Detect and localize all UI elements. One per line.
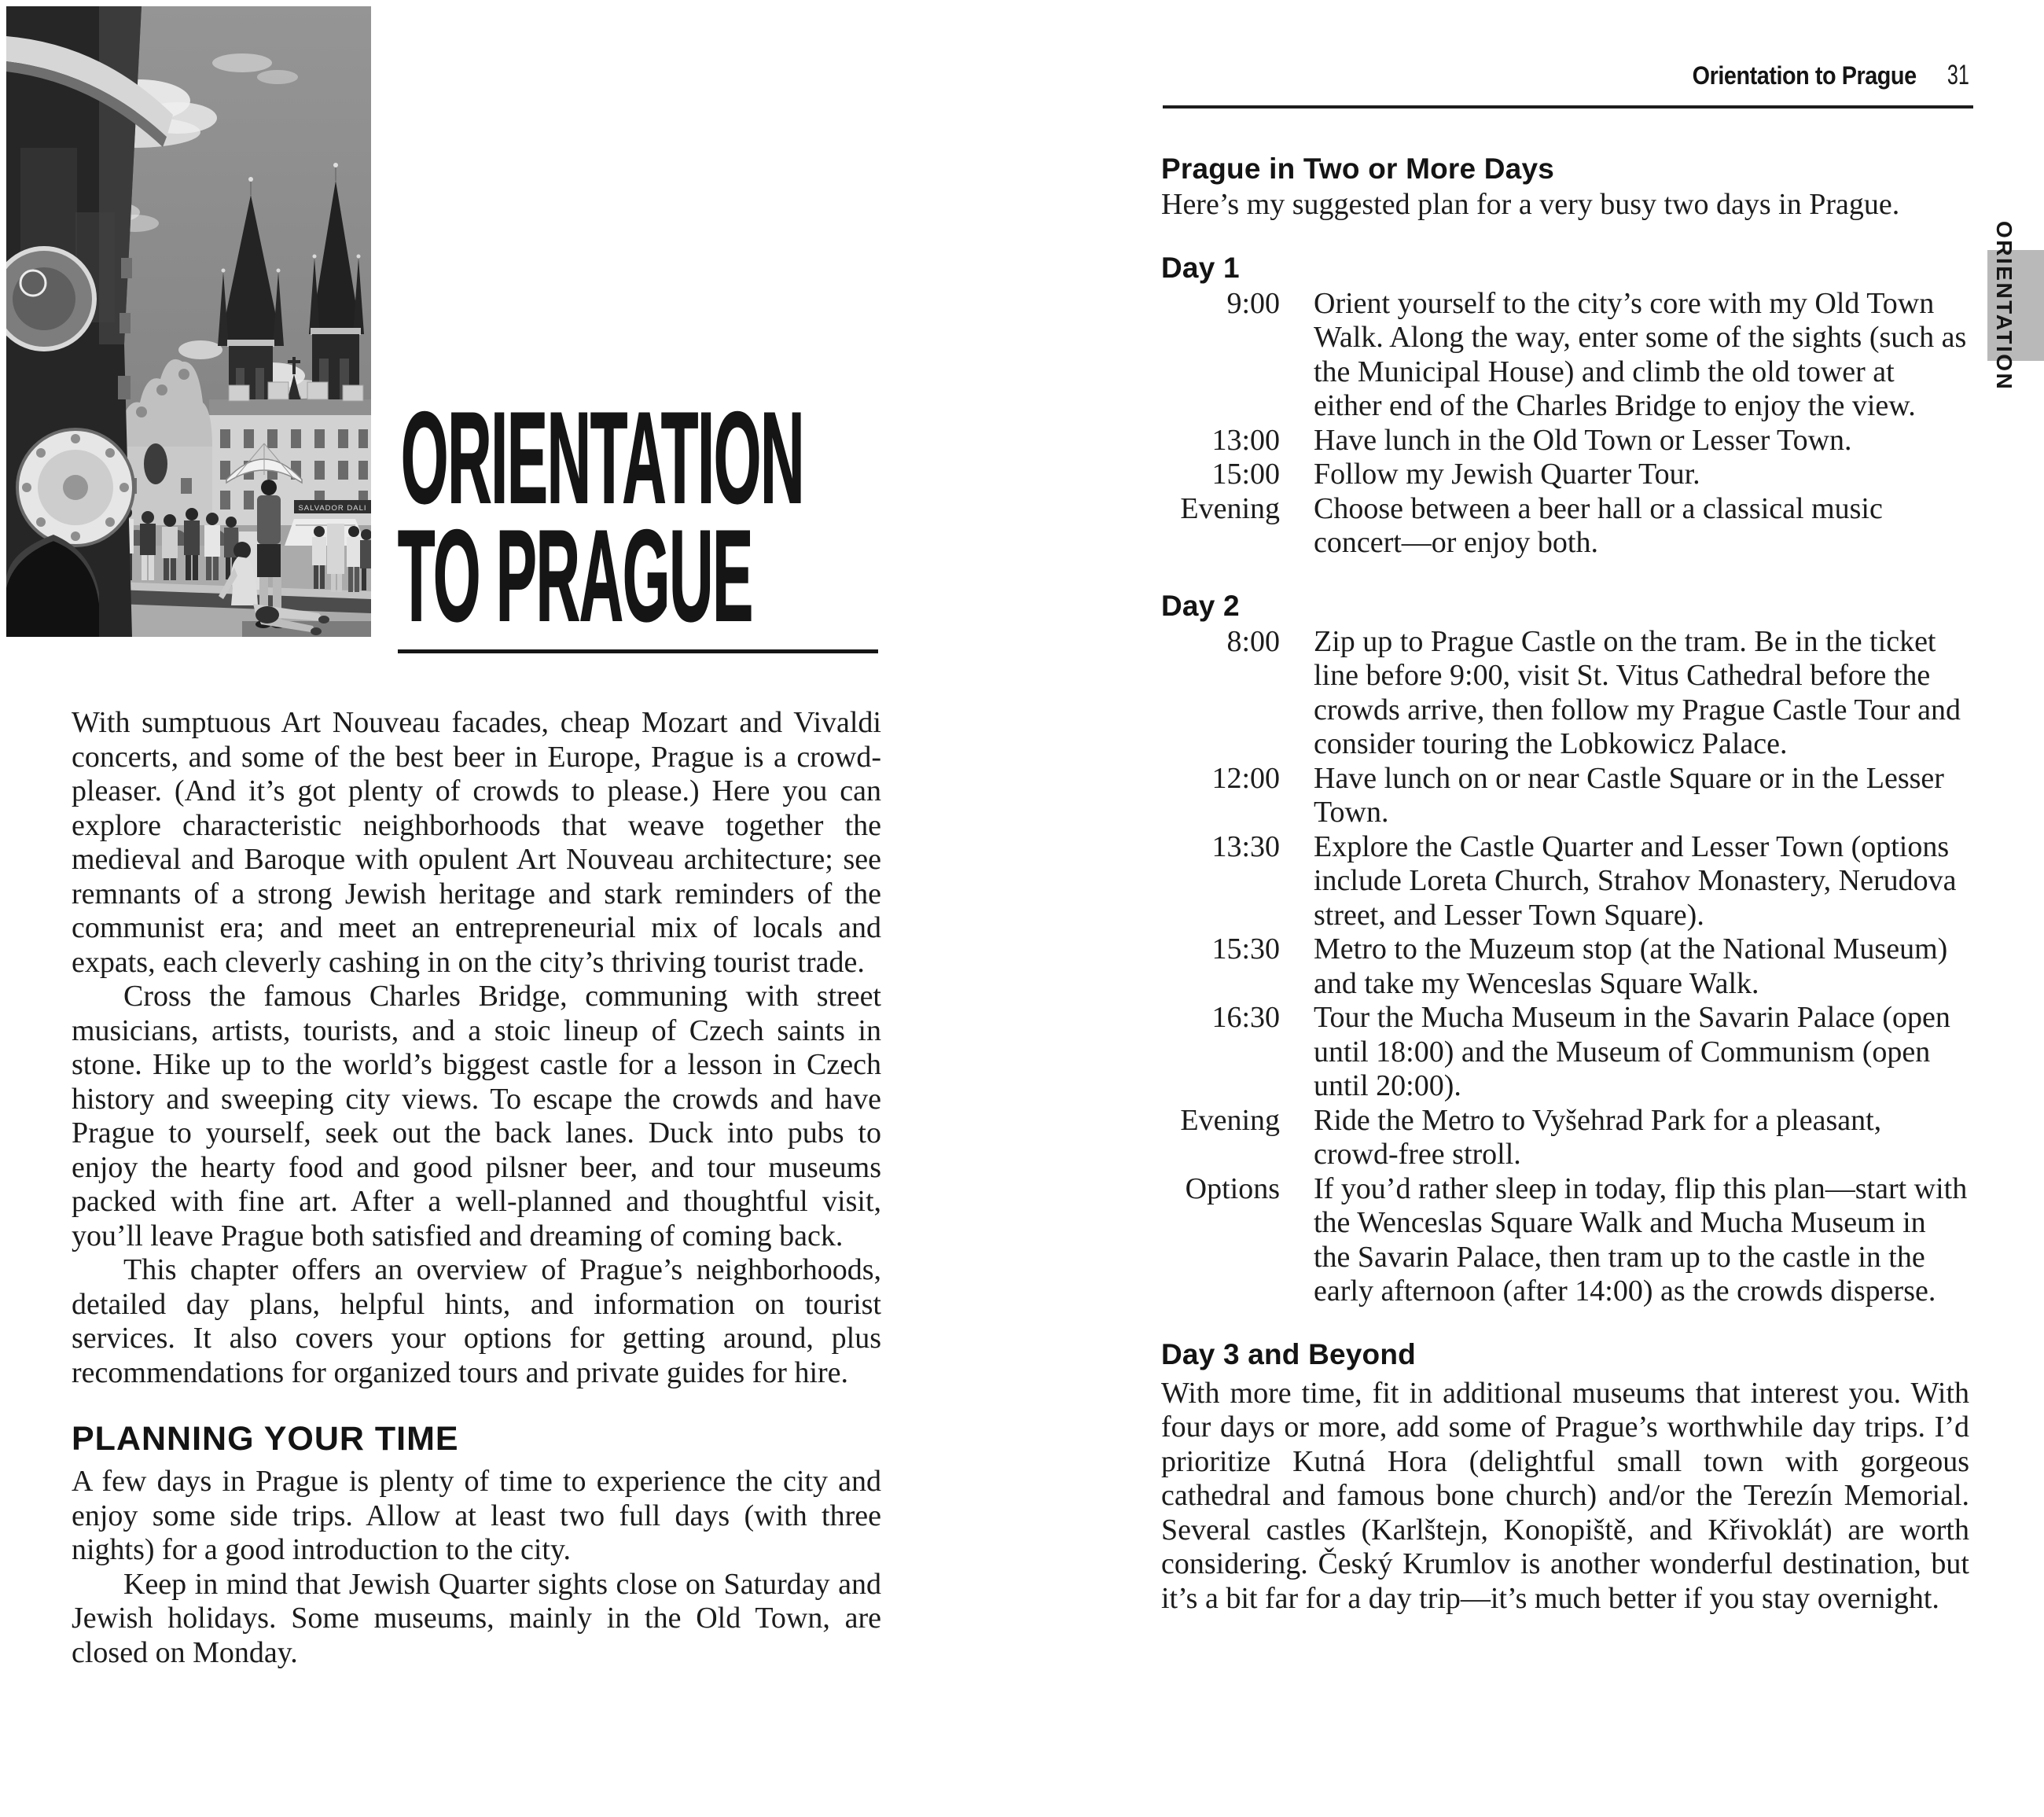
schedule-text: If you’d rather sleep in today, flip this plan—start with the Wenceslas Square Walk and Mucha Museum in the Savarin Palace, then tram up to the castle in the early afternoon (after 14:00) as the crowds disperse. (1314, 1171, 1968, 1308)
intro-paragraph-2: Cross the famous Charles Bridge, communing with street musicians, artists, tourists, and a stoic lineup of Czech saints in stone. Hike up to the world’s biggest castle for a lesson in Czech history and sweeping city views. To escape the crowds and have Prague to yourself, seek out the back lanes. Duck into pubs to enjoy the hearty food and good pilsner beer, and tour museums packed with fine art. After a well-planned and thoughtful visit, you’ll leave Prague both satisfied and dreaming of coming back. (72, 980, 881, 1252)
running-header-title: Orientation to Prague (1693, 61, 1917, 90)
day1-heading: Day 1 (1161, 251, 1240, 284)
day1-schedule (1161, 287, 1969, 561)
schedule-text: Have lunch in the Old Town or Lesser Town. (1314, 423, 1852, 457)
running-header-rule (1163, 105, 1973, 109)
schedule-text: Choose between a beer hall or a classical music concert—or enjoy both. (1314, 491, 1883, 559)
schedule-text: Zip up to Prague Castle on the tram. Be in the ticket line before 9:00, visit St. Vitus Cathedral before the crowds arrive, then follow my Prague Castle Tour and consider touring the Lobkowicz Palace. (1314, 624, 1961, 760)
schedule-time: 8:00 (1226, 624, 1280, 658)
day2-heading: Day 2 (1161, 589, 1240, 622)
chapter-title-rule (398, 649, 878, 653)
two-days-heading: Prague in Two or More Days (1161, 153, 1555, 185)
schedule-time: Evening (1180, 491, 1280, 525)
chapter-title-line1: ORIENTATION (401, 385, 804, 530)
schedule-time: 9:00 (1226, 286, 1280, 320)
page-number: 31 (1947, 60, 1969, 90)
schedule-time: 12:00 (1211, 761, 1280, 795)
schedule-text: Metro to the Muzeum stop (at the National Museum) and take my Wenceslas Square Walk. (1314, 932, 1948, 1000)
planning-your-time-heading: PLANNING YOUR TIME (72, 1420, 459, 1458)
schedule-time: 15:00 (1211, 458, 1280, 491)
schedule-time: 15:30 (1211, 932, 1280, 966)
planning-paragraph-1: A few days in Prague is plenty of time to experience the city and enjoy some side trips. Allow at least two full days (with three nights) for a good introduction to the city. (72, 1465, 881, 1566)
schedule-time: 13:00 (1211, 423, 1280, 457)
running-header (1161, 60, 1969, 91)
chapter-title-line2: TO PRAGUE (398, 503, 753, 648)
chapter-photo-prague-old-town-square (6, 6, 371, 637)
schedule-text: Ride the Metro to Vyšehrad Park for a pleasant, crowd-free stroll. (1314, 1103, 1882, 1171)
schedule-text: Tour the Mucha Museum in the Savarin Palace (open until 18:00) and the Museum of Communism (open until 20:00). (1314, 1001, 1950, 1102)
schedule-text: Explore the Castle Quarter and Lesser Town (options include Loreta Church, Strahov Monastery, Nerudova street, and Lesser Town Square). (1314, 829, 1957, 932)
day2-schedule (1161, 625, 1969, 1309)
schedule-time: Evening (1180, 1103, 1280, 1137)
day3-heading: Day 3 and Beyond (1161, 1337, 1416, 1370)
right-page-body (1161, 152, 1969, 1616)
planning-paragraph-2: Keep in mind that Jewish Quarter sights close on Saturday and Jewish holidays. Some museums, mainly in the Old Town, are closed on Monday. (72, 1567, 881, 1669)
orientation-side-tab: ORIENTATION (1992, 220, 2016, 392)
intro-paragraph-1: With sumptuous Art Nouveau facades, cheap Mozart and Vivaldi concerts, and some of the best beer in Europe, Prague is a crowd-pleaser. (And it’s got plenty of crowds to please.) Here you can explore characteristic neighborhoods that weave together the medieval and Baroque with opulent Art Nouveau architecture; see remnants of a strong Jewish heritage and stark reminders of the communist era; and meet an entrepreneurial mix of locals and expats, each cleverly cashing in on the city’s thriving tourist trade. (72, 706, 881, 979)
prague-photo-illustration (6, 6, 371, 637)
schedule-time: Options (1185, 1171, 1280, 1205)
schedule-time: 13:30 (1211, 829, 1280, 863)
left-page-body (72, 706, 881, 1670)
schedule-text: Follow my Jewish Quarter Tour. (1314, 458, 1700, 491)
intro-paragraph-3: This chapter offers an overview of Prague’s neighborhoods, detailed day plans, helpful hints, and information on tourist services. It also covers your options for getting around, plus recommendations for organized tours and private guides for hire. (72, 1253, 881, 1389)
schedule-time: 16:30 (1211, 1001, 1280, 1034)
day3-body: With more time, fit in additional museums that interest you. With four days or more, add some of Prague’s worthwhile day trips. I’d prioritize Kutná Hora (delightful small town with gorgeous cathedral and famous bone church) and/or the Terezín Memorial. Several castles (Karlštejn, Konopiště, and Křivoklát) are worth considering. Český Krumlov is another wonderful destination, but it’s a bit far for a day trip—it’s much better if you stay overnight. (1161, 1376, 1969, 1615)
schedule-text: Orient yourself to the city’s core with my Old Town Walk. Along the way, enter some of the sights (such as the Municipal House) and climb the old tower at either end of the Charles Bridge to enjoy the view. (1314, 286, 1967, 422)
photo-sign-text: SALVADOR DALI (298, 504, 367, 513)
schedule-text: Have lunch on or near Castle Square or in the Lesser Town. (1314, 761, 1944, 829)
two-days-intro: Here’s my suggested plan for a very busy two days in Prague. (1161, 188, 1900, 221)
